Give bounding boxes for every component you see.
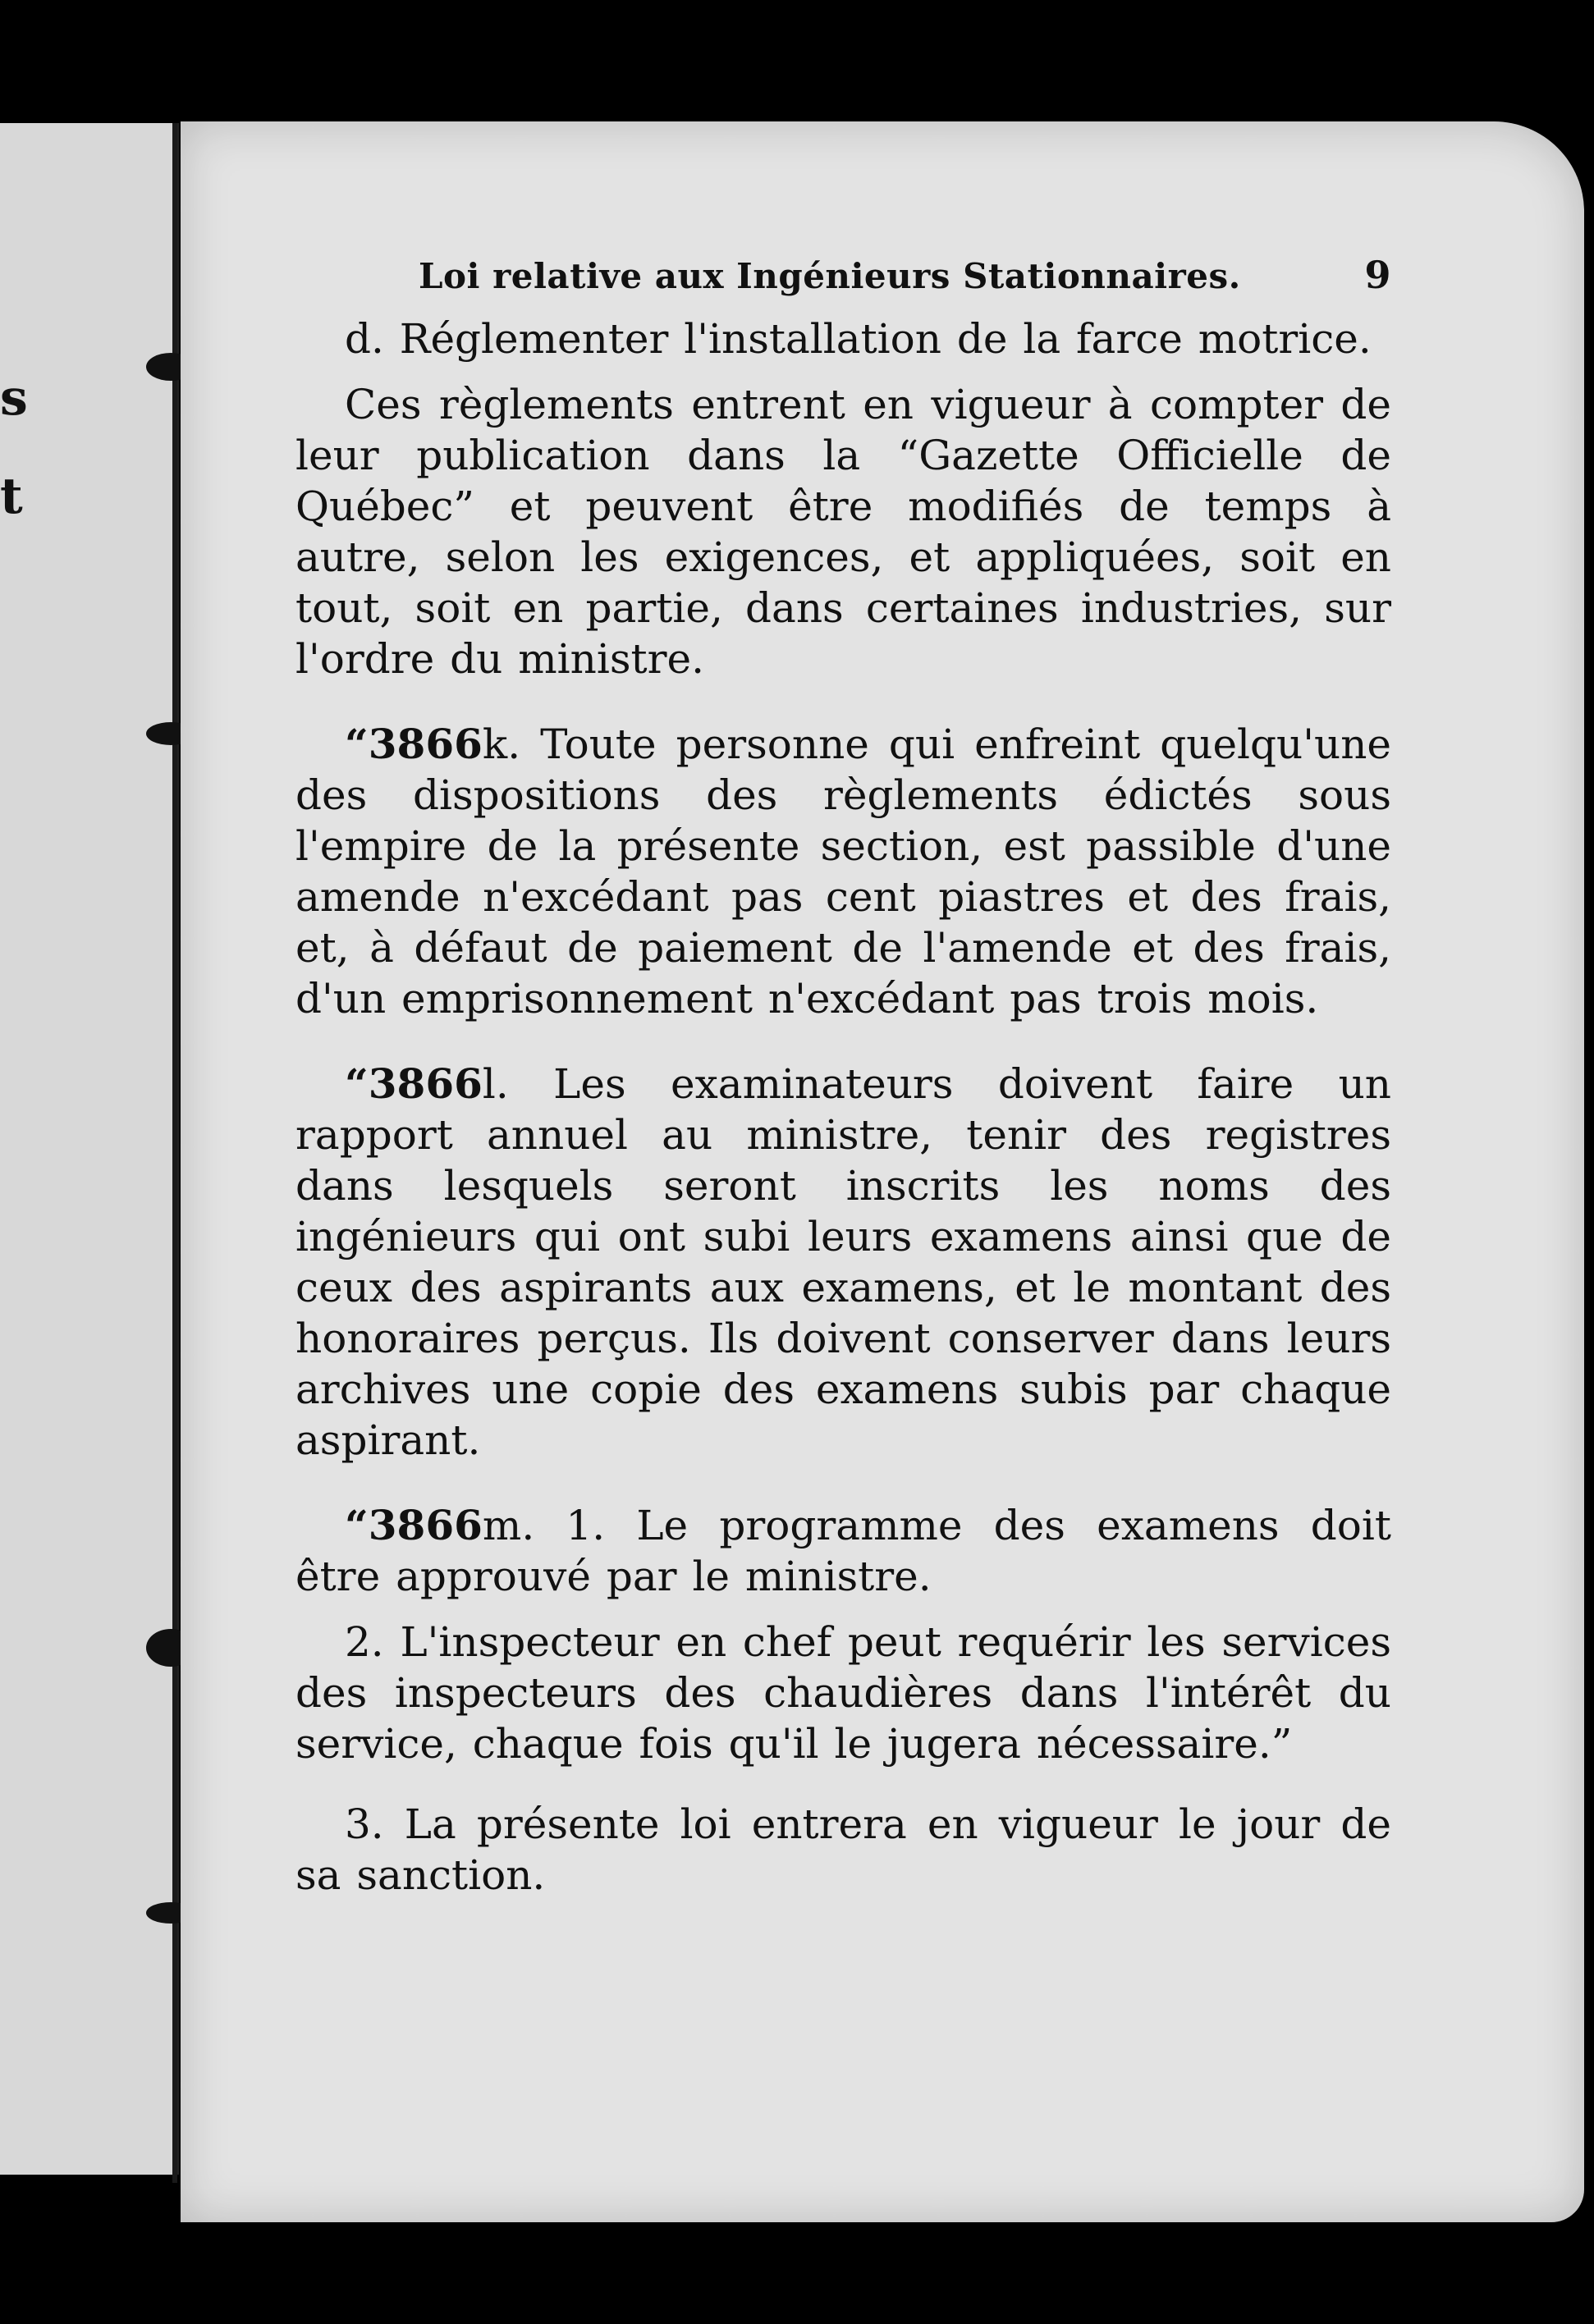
article-3866k bbox=[295, 719, 1391, 1024]
final-text: 3. La présente loi entrera en vigueur le jour de sa sanction. bbox=[295, 1800, 1391, 1899]
book-page bbox=[181, 121, 1584, 2222]
left-page-fragment: t bbox=[0, 468, 23, 525]
article-text: 1. Le programme des examens doit être approuvé par le ministre. bbox=[295, 1502, 1391, 1600]
article-number: “3866 bbox=[345, 1501, 483, 1549]
running-title: Loi relative aux Ingénieurs Stationnaires. bbox=[419, 256, 1241, 296]
paragraph: d. Réglementer l'installation de la farce motrice. bbox=[345, 315, 1372, 363]
binding-line bbox=[172, 123, 177, 2183]
article-letter: m. bbox=[482, 1502, 535, 1549]
article-letter: l. bbox=[482, 1060, 509, 1108]
article-text: Les examinateurs doivent faire un rapport annuel au ministre, tenir des registres dans lesquels seront inscrits les noms des ingénieurs qui ont subi leurs examens ainsi que de ceux des aspirants aux examens, et le montant des honoraires perçus. Ils doivent conserver dans leurs archives une copie des examens subis par chaque aspirant. bbox=[295, 1060, 1391, 1464]
paragraph-final bbox=[295, 1799, 1391, 1901]
running-head bbox=[419, 253, 1391, 297]
page-content bbox=[295, 253, 1391, 1935]
article-text: Toute personne qui enfreint quelqu'une des dispositions des règlements édictés sous l'empire de la présente section, est passible d'une amende n'excédant pas cent piastres et des frais, et, à défaut de paiement de l'amende et des frais, d'un emprisonnement n'excédant pas trois mois. bbox=[295, 721, 1391, 1022]
article-3866m bbox=[295, 1500, 1391, 1602]
paragraph: 2. L'inspecteur en chef peut requérir les services des inspecteurs des chaudières dans l'intérêt du service, chaque fois qu'il le jugera nécessaire.” bbox=[295, 1618, 1391, 1768]
article-number: “3866 bbox=[345, 1059, 483, 1108]
left-page-fragment: s bbox=[0, 369, 28, 427]
article-3866l bbox=[295, 1059, 1391, 1466]
article-letter: k. bbox=[482, 721, 521, 768]
article-number: “3866 bbox=[345, 720, 483, 768]
paragraph: Ces règlements entrent en vigueur à compter de leur publication dans la “Gazette Officielle de Québec” et peuvent être modifiés de temps à autre, selon les exigences, et appliquées, soit en tout, soit en partie, dans certaines industries, sur l'ordre du ministre. bbox=[295, 381, 1391, 683]
page-number: 9 bbox=[1364, 253, 1391, 297]
previous-page-edge bbox=[0, 123, 179, 2175]
